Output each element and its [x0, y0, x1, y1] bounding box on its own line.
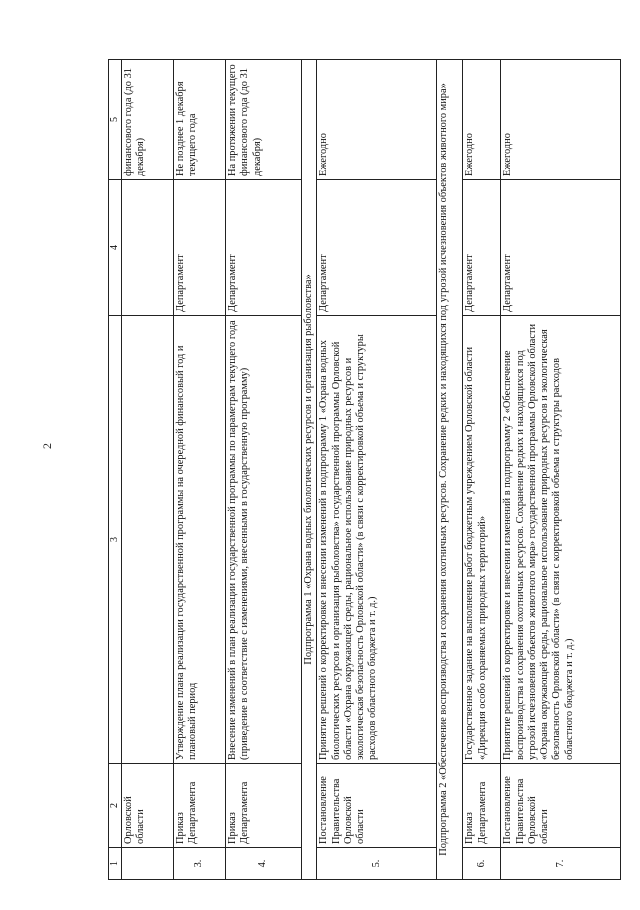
subprogram-title: Подпрограмма 1 «Охрана водных биологических ресурсов и организация рыболовства»	[302, 60, 317, 880]
action-description	[122, 316, 174, 764]
column-number: 2	[109, 764, 122, 848]
table-row	[317, 60, 437, 880]
rotated-document-page	[108, 60, 603, 880]
document-type: Приказ Департамента	[463, 764, 501, 848]
action-description: Внесение изменений в план реализации государственной программы по параметрам текущего года (приведение в соответствие с изменениями, внесенными в государственную программу)	[226, 316, 302, 764]
executor: Департамент	[317, 180, 437, 316]
table-row	[226, 60, 302, 880]
table-row	[174, 60, 226, 880]
action-description: Утверждение плана реализации государственной программы на очередной финансовый год и плановый период	[174, 316, 226, 764]
section-row	[437, 60, 463, 880]
document-type: Орловской области	[122, 764, 174, 848]
action-description: Принятие решений о корректировке и внесении изменений в подпрограмму 1 «Охрана водных биологических ресурсов и организация рыболовства» государственной программы Орловской области «Охрана окружающей среды, рациональное использование природных ресурсов и экологическая безопасность Орловской области» (в связи с корректировкой объема и структуры расходов областного бюджета и т. д.)	[317, 316, 437, 764]
deadline: Ежегодно	[463, 60, 501, 180]
column-number: 4	[109, 180, 122, 316]
program-implementation-table	[108, 59, 621, 880]
table-row	[463, 60, 501, 880]
document-type: Приказ Департамента	[226, 764, 302, 848]
table-body	[109, 60, 621, 880]
column-number: 5	[109, 60, 122, 180]
deadline: финансового года (до 31 декабря)	[122, 60, 174, 180]
executor: Департамент	[174, 180, 226, 316]
page-number: 2	[40, 443, 54, 449]
table-row	[501, 60, 621, 880]
deadline: Не позднее 1 декабря текущего года	[174, 60, 226, 180]
row-number: 5.	[317, 848, 437, 880]
row-number: 4.	[226, 848, 302, 880]
deadline: Ежегодно	[501, 60, 621, 180]
executor: Департамент	[226, 180, 302, 316]
document-type: Приказ Департамента	[174, 764, 226, 848]
executor	[122, 180, 174, 316]
row-number: 3.	[174, 848, 226, 880]
column-number: 1	[109, 848, 122, 880]
column-number: 3	[109, 316, 122, 764]
action-description: Принятие решений о корректировке и внесении изменений в подпрограмму 2 «Обеспечение воспроизводства и сохранения охотничьих ресурсов. Сохранение редких и находящихся под угрозой исчезновения объектов животного мира» государственной программы Орловской области «Охрана окружающей среды, рациональное использование природных ресурсов и экологическая безопасность Орловской области» (в связи с корректировкой объема и структуры расходов областного бюджета и т. д.)	[501, 316, 621, 764]
subprogram-title: Подпрограмма 2 «Обеспечение воспроизводства и сохранения охотничьих ресурсов. Сохранение редких и находящихся под угрозой исчезновения объектов животного мира»	[437, 60, 463, 880]
row-number: 6.	[463, 848, 501, 880]
section-row	[302, 60, 317, 880]
action-description: Государственное задание на выполнение работ бюджетным учреждением Орловской области «Дирекция особо охраняемых природных территорий»	[463, 316, 501, 764]
document-type: Постановление Правительства Орловской области	[317, 764, 437, 848]
deadline: На протяжении текущего финансового года (до 31 декабря)	[226, 60, 302, 180]
executor: Департамент	[463, 180, 501, 316]
row-number: 7.	[501, 848, 621, 880]
deadline: Ежегодно	[317, 60, 437, 180]
executor: Департамент	[501, 180, 621, 316]
column-number-row	[109, 60, 122, 880]
table-row	[122, 60, 174, 880]
document-type: Постановление Правительства Орловской области	[501, 764, 621, 848]
row-number	[122, 848, 174, 880]
